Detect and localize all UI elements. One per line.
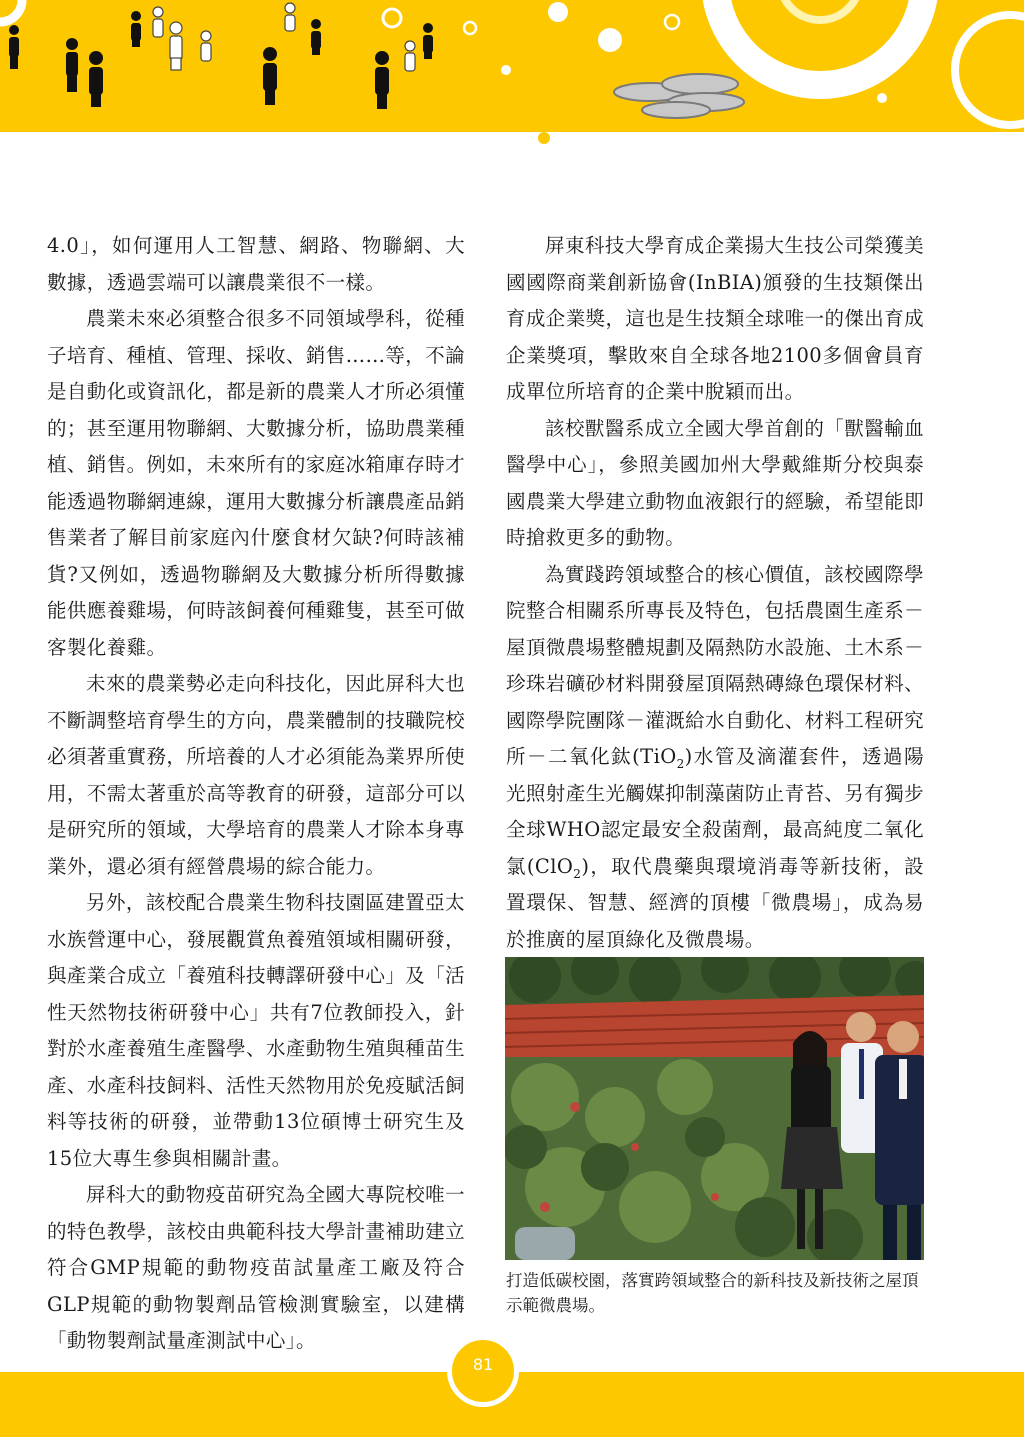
- photo-illustration: [505, 957, 924, 1260]
- right-column: [506, 228, 924, 958]
- page-number: 81: [472, 1355, 494, 1374]
- header-illustration: [0, 0, 1024, 132]
- left-paragraph-1: 4.0」，如何運用人工智慧、網路、物聯網、大數據，透過雲端可以讓農業很不一樣。: [47, 234, 465, 294]
- text-segment: )，取代農藥與環境消毒等新技術，設置環保、智慧、經濟的頂樓「微農場」，成為易於推廣的屋頂綠化及微農場。: [506, 854, 924, 951]
- text-segment: )水管及滴灌套件，透過陽光照射產生光觸媒抑制藻菌防止青苔、另有獨步全球WHO認定最安全殺菌劑，最高純度二氧化氯(ClO: [506, 745, 924, 878]
- left-column: [47, 228, 465, 1360]
- left-paragraph-2: 農業未來必須整合很多不同領域學科，從種子培育、種植、管理、採收、銷售……等，不論是自動化或資訊化，都是新的農業人才所必須懂的；甚至運用物聯網、大數據分析，協助農業種植、銷售。例如，未來所有的家庭冰箱庫存時才能透過物聯網連線，運用大數據分析讓農產品銷售業者了解目前家庭內什麼食材欠缺?何時該補貨?又例如，透過物聯網及大數據分析所得數據能供應養雞場，何時該飼養何種雞隻，甚至可做客製化養雞。: [47, 307, 465, 659]
- left-paragraph-3: 未來的農業勢必走向科技化，因此屏科大也不斷調整培育學生的方向，農業體制的技職院校必須著重實務，所培養的人才必須能為業界所使用，不需太著重於高等教育的研發，這部分可以是研究所的領域，大學培育的農業人才除本身專業外，還必須有經營農場的綜合能力。: [47, 672, 465, 878]
- right-paragraph-2: 該校獸醫系成立全國大學首創的「獸醫輸血醫學中心」，參照美國加州大學戴維斯分校與泰國農業大學建立動物血液銀行的經驗，希望能即時搶救更多的動物。: [506, 416, 924, 549]
- right-paragraph-1: 屏東科技大學育成企業揚大生技公司榮獲美國國際商業創新協會(InBIA)頒發的生技類傑出育成企業獎，這也是生技類全球唯一的傑出育成企業獎項，擊敗來自全球各地2100多個會員育成單位所培育的企業中脫穎而出。: [506, 234, 924, 403]
- right-paragraph-3: [506, 557, 924, 959]
- text-segment: 為實踐跨領域整合的核心價值，該校國際學院整合相關系所專長及特色，包括農園生產系－屋頂微農場整體規劃及隔熱防水設施、土木系－珍珠岩礦砂材料開發屋頂隔熱磚綠色環保材料、國際學院團隊－灌溉給水自動化、材料工程研究所－二氧化鈦(TiO: [506, 562, 924, 768]
- left-paragraph-5: 屏科大的動物疫苗研究為全國大專院校唯一的特色教學，該校由典範科技大學計畫補助建立符合GMP規範的動物疫苗試量產工廠及符合GLP規範的動物製劑品管檢測實驗室，以建構「動物製劑試量產測試中心」。: [47, 1183, 465, 1352]
- left-paragraph-4: 另外，該校配合農業生物科技園區建置亞太水族營運中心，發展觀賞魚養殖領域相關研發，與產業合成立「養殖科技轉譯研發中心」及「活性天然物技術研發中心」共有7位教師投入，針對於水產養殖生產醫學、水產動物生殖與種苗生產、水產科技飼料、活性天然物用於免疫賦活飼料等技術的研發，並帶動13位碩博士研究生及15位大專生參與相關計畫。: [47, 891, 465, 1170]
- header-banner: [0, 0, 1024, 132]
- subscript: 2: [676, 756, 685, 771]
- rooftop-farm-photo: [505, 957, 924, 1260]
- decorative-dot: [536, 130, 552, 146]
- photo-caption: 打造低碳校園，落實跨領域整合的新科技及新技術之屋頂示範微農場。: [506, 1271, 919, 1315]
- subscript: 2: [573, 866, 582, 881]
